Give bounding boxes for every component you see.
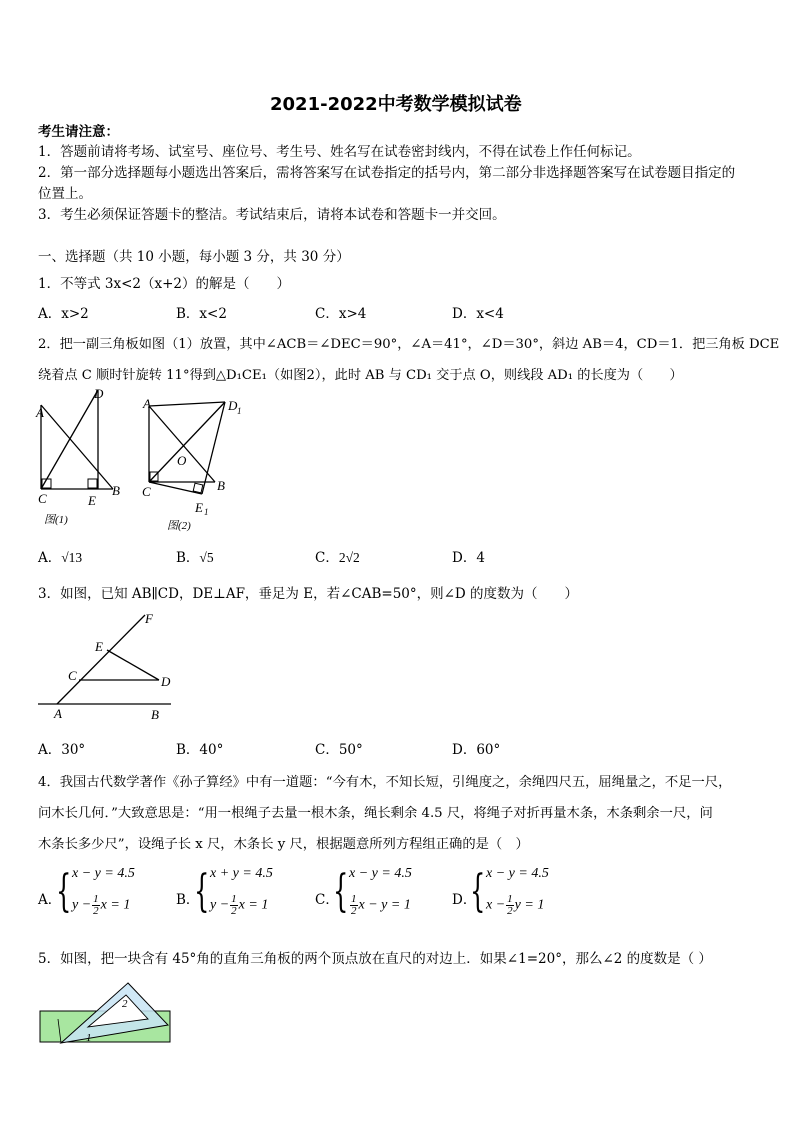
q2-option-d[interactable]: D．4: [452, 550, 485, 566]
q3-label-A: A: [54, 706, 62, 721]
q2-stem-line1: 2．把一副三角板如图（1）放置，其中∠ACB＝∠DEC＝90°，∠A＝41°，∠D＝30°，斜边 AB＝4，CD＝1．把三角板 DCE: [38, 337, 780, 352]
q3-stem: 3．如图，已知 AB∥CD，DE⊥AF，垂足为 E，若∠CAB=50°，则∠D 的度数为（ ）: [38, 586, 579, 602]
q2-option-b-label: B．: [176, 550, 200, 566]
q4-option-c-label: C．: [315, 892, 339, 908]
q4-option-c[interactable]: [315, 864, 445, 924]
q3-label-E: E: [95, 639, 103, 654]
q1-option-c[interactable]: C．x>4: [315, 306, 367, 322]
q4-option-a-brace: {: [56, 866, 72, 917]
fig1-caption: 图(1): [44, 514, 68, 526]
fig2-label-E1: E: [195, 500, 203, 515]
fig2-label-O: O: [177, 453, 187, 468]
q3-option-b[interactable]: B．40°: [176, 742, 224, 758]
q3-figure: [35, 607, 175, 727]
q3-option-d[interactable]: D．60°: [452, 742, 501, 758]
q3-label-F: F: [145, 611, 153, 626]
fig2-label-A: A: [143, 396, 151, 411]
fig1-label-C: C: [38, 491, 47, 506]
q5-stem: 5．如图，把一块含有 45°角的直角三角板的两个顶点放在直尺的对边上．如果∠1=20°，那么∠2 的度数是（ ）: [38, 951, 712, 967]
q3-option-a[interactable]: A．30°: [38, 742, 86, 758]
q2-option-c[interactable]: [315, 546, 360, 566]
q1-option-d[interactable]: D．x<4: [452, 306, 504, 322]
q1-option-b[interactable]: B．x<2: [176, 306, 227, 322]
q1-stem: 1．不等式 3x<2（x+2）的解是（ ）: [38, 276, 290, 292]
q4-option-a-eq2: y − $\frac{1}{2}$ x = 1: [72, 893, 131, 917]
page-title: 2021-2022中考数学模拟试卷: [270, 94, 522, 115]
q4-option-b[interactable]: [176, 864, 306, 924]
notice-item: 位置上。: [38, 186, 92, 202]
q3-label-C: C: [68, 668, 77, 683]
q3-option-c[interactable]: C．50°: [315, 742, 363, 758]
q5-label-2: 2: [122, 998, 128, 1010]
q4-option-b-brace: {: [194, 866, 210, 917]
q4-stem-line2: 问木长几何．”大致意思是：“用一根绳子去量一根木条，绳长剩余 4.5 尺，将绳子对折再量木条，木条剩余一尺，问: [38, 806, 713, 821]
q2-option-c-label: C．: [315, 550, 339, 566]
fig2-label-D1-sub: 1: [237, 406, 242, 416]
q4-option-d-label: D．: [452, 892, 477, 908]
q2-option-c-value: 2√2: [338, 550, 360, 565]
q1-option-a[interactable]: A．x>2: [38, 306, 89, 322]
q2-option-a[interactable]: [38, 546, 82, 566]
q2-option-b-value: √5: [199, 550, 214, 565]
notice-item: 3．考生必须保证答题卡的整洁。考试结束后，请将本试卷和答题卡一并交回。: [38, 207, 506, 223]
q3-label-B: B: [151, 707, 159, 722]
q4-option-d-eq2: x − $\frac{1}{2}$ y = 1: [486, 893, 545, 917]
q4-option-c-eq2: $\frac{1}{2}$ x − y = 1: [351, 893, 411, 917]
q4-option-c-eq1: x − y = 4.5: [349, 866, 412, 881]
q2-option-a-label: A．: [38, 550, 62, 566]
q2-figure-2: [137, 390, 242, 535]
fig1-label-E: E: [88, 493, 96, 508]
q4-option-a-label: A．: [38, 892, 62, 908]
q2-option-a-value: √13: [61, 550, 83, 565]
fig2-caption: 图(2): [167, 520, 191, 532]
q5-figure: [36, 975, 176, 1050]
notice-item: 2．第一部分选择题每小题选出答案后，需将答案写在试卷指定的括号内，第二部分非选择题答案写在试卷题目指定的: [38, 165, 736, 181]
q4-option-a-eq1: x − y = 4.5: [72, 866, 135, 881]
q3-label-D: D: [161, 674, 171, 689]
q4-stem-line3: 木条长多少尺”，设绳子长 x 尺，木条长 y 尺，根据题意所列方程组正确的是（ ）: [38, 837, 529, 852]
notice-item: 1．答题前请将考场、试室号、座位号、考生号、姓名写在试卷密封线内，不得在试卷上作任何标记。: [38, 144, 641, 160]
fig2-label-C: C: [142, 484, 151, 499]
fig1-label-D: D: [94, 386, 104, 401]
fig1-label-A: A: [36, 405, 44, 420]
q4-option-b-label: B．: [176, 892, 200, 908]
q4-option-a[interactable]: [38, 864, 168, 924]
q4-stem-line1: 4．我国古代数学著作《孙子算经》中有一道题：“今有木，不知长短，引绳度之，余绳四尺五，屈绳量之，不足一尺，: [38, 775, 732, 790]
q4-option-d-eq1: x − y = 4.5: [486, 866, 549, 881]
section-heading: 一、选择题（共 10 小题，每小题 3 分，共 30 分）: [38, 249, 350, 265]
q4-option-b-eq2: y − $\frac{1}{2}$ x = 1: [210, 893, 269, 917]
q2-option-b[interactable]: [176, 546, 214, 566]
fig1-label-B: B: [112, 483, 120, 498]
fig2-label-B: B: [217, 478, 225, 493]
q2-stem-line2: 绕着点 C 顺时针旋转 11°得到△D₁CE₁（如图2），此时 AB 与 CD₁ 交于点 O，则线段 AD₁ 的长度为（ ）: [38, 368, 683, 383]
fig2-label-D1: D: [228, 398, 238, 413]
q4-option-c-brace: {: [333, 866, 349, 917]
q5-label-1: 1: [86, 1032, 92, 1044]
notice-heading: 考生请注意：: [38, 124, 119, 140]
q4-option-d-brace: {: [470, 866, 486, 917]
q4-option-b-eq1: x + y = 4.5: [210, 866, 273, 881]
q2-figure-1: [32, 385, 132, 530]
fig2-label-E1-sub: 1: [204, 507, 209, 517]
q4-option-d[interactable]: [452, 864, 582, 924]
